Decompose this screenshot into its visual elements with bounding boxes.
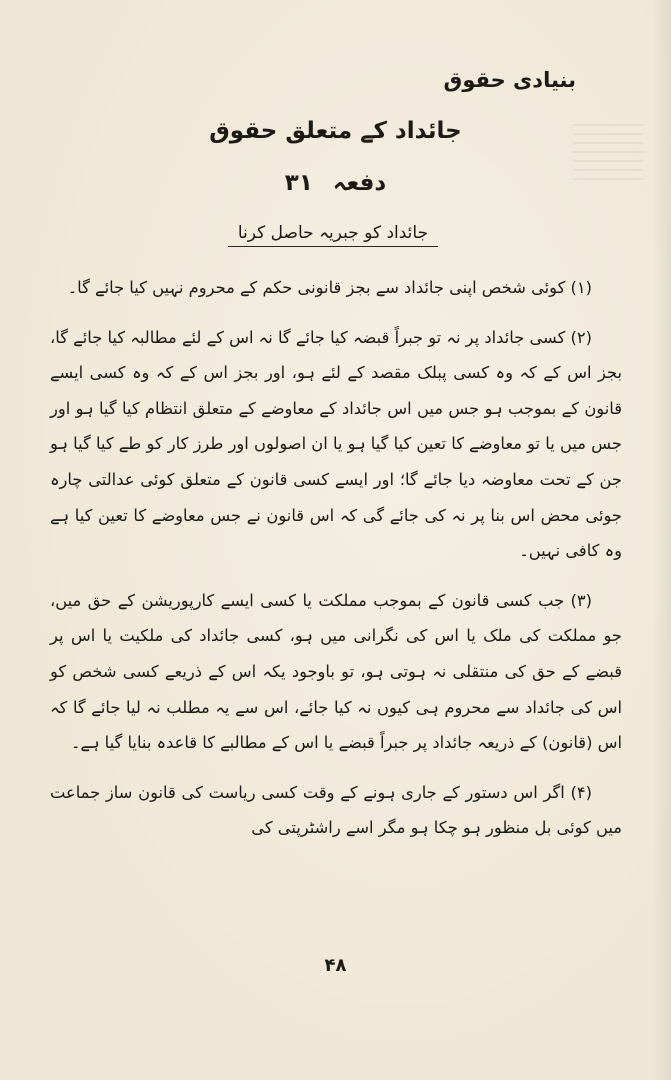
running-header: بنیادی حقوق (443, 68, 576, 92)
page-number: ۴۸ (324, 955, 347, 976)
clause-4: (۴) اگر اس دستور کے جاری ہونے کے وقت کسی ریاست کی قانون ساز جماعت میں کوئی بل منظور ہو چکا ہو مگر اسے راشٹرپتی کی (50, 782, 622, 838)
section-subtitle: جائداد کو جبریہ حاصل کرنا (228, 222, 438, 247)
chapter-title: جائداد کے متعلق حقوق (209, 118, 462, 144)
clause-1: (۱) کوئی شخص اپنی جائداد سے بجز قانونی حکم کے محروم نہیں کیا جائے گا۔ (67, 278, 592, 297)
clause-2: (۲) کسی جائداد پر نہ تو جبراً قبضہ کیا جائے گا نہ اس کے لئے مطالبہ کیا جائے گا، بجز اس کے کہ وہ کسی پبلک مقصد کے لئے ہو، اور بجز اس کے کہ وہ کسی ایسے قانون کے بموجب ہو جس میں اس جائداد کے معاوضے کے متعلق انتظام کیا گیا ہو اور جس میں یا تو معاوضے کا تعین کیا گیا ہو یا ان اصولوں اور طرز کار کو طے کیا گیا ہو جن کے تحت معاوضہ دیا جائے گا؛ اور ایسے کسی قانون کے متعلق کوئی عدالتی چارہ جوئی محض اس بنا پر نہ کی جائے گی کہ اس قانون نے جس معاوضے کا تعین کیا ہے وہ کافی نہیں۔ (50, 327, 622, 561)
clause-3: (۳) جب کسی قانون کے بموجب مملکت یا کسی ایسے کارپوریشن کے حق میں، جو مملکت کی ملک یا اس کی نگرانی میں ہو، کسی جائداد کی ملکیت یا اس پر قبضے کے حق کی منتقلی نہ ہوتی ہو، تو باوجود یکہ اس کے ذریعے کسی شخص کو اس کی جائداد سے محروم ہی کیوں نہ کیا جائے، اس سے یہ مطلب نہ لیا جائے گا کہ اس (قانون) کے ذریعہ جائداد پر جبراً قبضے یا اس کے مطالبے کا قاعدہ بنایا گیا ہے۔ (50, 590, 622, 753)
body-text (50, 270, 622, 860)
section-number: دفعہ ۳۱ (284, 170, 387, 196)
